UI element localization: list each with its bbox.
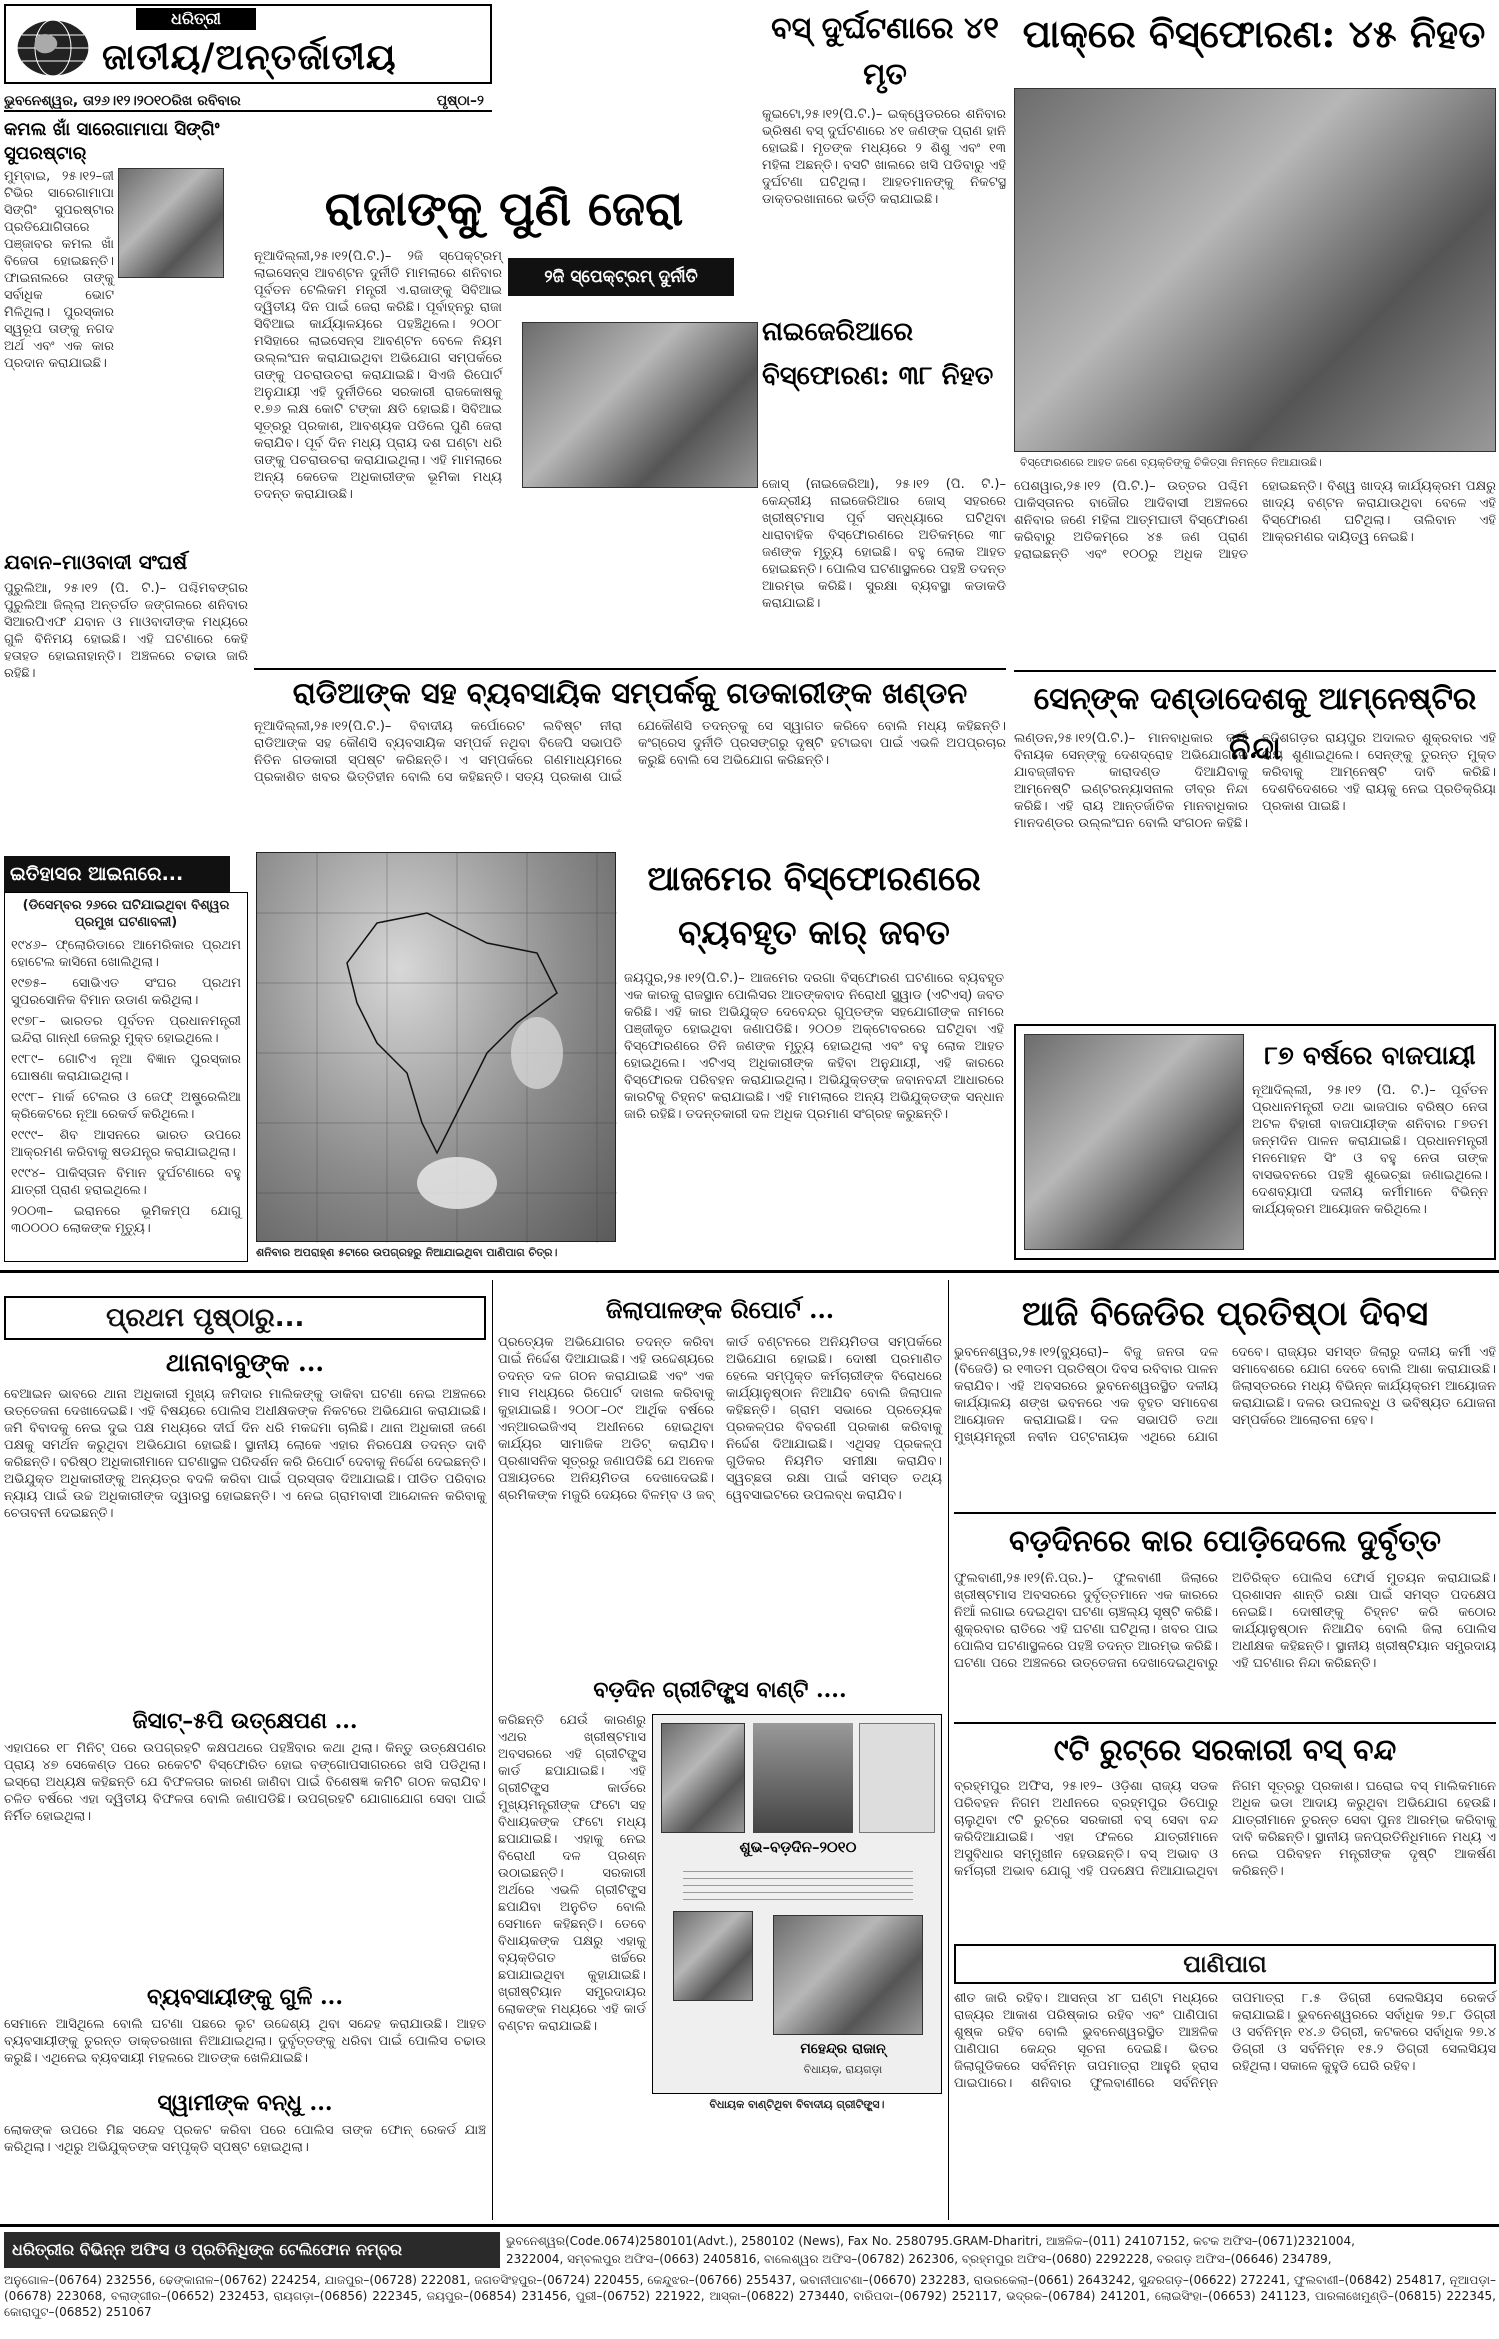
weather-body: ଶୀତ ଜାରି ରହିବ। ଆସନ୍ତା ୪୮ ଘଣ୍ଟା ମଧ୍ୟରେ ରାଜ୍ୟର ଆକାଶ ପରିଷ୍କାର ରହିବ ଏବଂ ପାଣିପାଗ ଶୁଷ୍କ ରହିବ ବୋଲି ଭୁବନେଶ୍ୱରସ୍ଥିତ ଆଞ୍ଚଳିକ ପାଣିପାଗ କେନ୍ଦ୍ର ସୂଚନା ଦେଇଛି। ଭିତର ଜିଲାଗୁଡିକରେ ସର୍ବନିମ୍ନ ତାପମାତ୍ରା ଆହୁରି ହ୍ରାସ ପାଇପାରେ। ଶନିବାର ଫୁଲବାଣୀରେ ସର୍ବନିମ୍ନ ତାପମାତ୍ରା ୮.୫ ଡିଗ୍ରୀ ସେଲସିୟସ ରେକର୍ଡ କରାଯାଇଛି। ଭୁବନେଶ୍ୱରରେ ସର୍ବାଧିକ ୨୭.୮ ଡିଗ୍ରୀ ଓ ସର୍ବନିମ୍ନ ୧୪.୬ ଡିଗ୍ରୀ, କଟକରେ ସର୍ବାଧିକ ୨୭.୪ ଡିଗ୍ରୀ ଓ ସର୍ବନିମ୍ନ ୧୫.୨ ଡିଗ୍ରୀ ସେଲସିୟସ ରହିଥିଲା। ସକାଳେ କୁହୁଡି ଘେରି ରହିବ।: [954, 1991, 1496, 2091]
weather-title: ପାଣିପାଗ: [954, 1944, 1496, 1984]
christmas-body: ଫୁଲବାଣୀ,୨୫।୧୨(ନି.ପ୍ର.)– ଫୁଲବାଣୀ ଜିଲାରେ ଖ୍ରୀଷ୍ଟମାସ ଅବସରରେ ଦୁର୍ବୃତ୍ତମାନେ ଏକ କାରରେ ନିଆଁ ଲଗାଇ ଦେଇଥିବା ଘଟଣା ଚାଞ୍ଚଲ୍ୟ ସୃଷ୍ଟି କରିଛି। ଶୁକ୍ରବାର ରାତିରେ ଏହି ଘଟଣା ଘଟିଥିଲା। ଖବର ପାଇ ପୋଲିସ ଘଟଣାସ୍ଥଳରେ ପହଞ୍ଚି ତଦନ୍ତ ଆରମ୍ଭ କରିଛି। ଘଟଣା ପରେ ଅଞ୍ଚଳରେ ଉତ୍ତେଜନା ଦେଖାଦେଇଥିବାରୁ ଅତିରିକ୍ତ ପୋଲିସ ଫୋର୍ସ ମୁତୟନ କରାଯାଇଛି। ପ୍ରଶାସନ ଶାନ୍ତି ରକ୍ଷା ପାଇଁ ସମସ୍ତ ପଦକ୍ଷେପ ନେଇଛି। ଦୋଷୀଙ୍କୁ ଚିହ୍ନଟ କରି କଠୋର କାର୍ଯ୍ୟାନୁଷ୍ଠାନ ନିଆଯିବ ବୋଲି ଜିଲା ପୋଲିସ ଅଧୀକ୍ଷକ କହିଛନ୍ତି। ସ୍ଥାନୀୟ ଖ୍ରୀଷ୍ଟିୟାନ ସମ୍ପ୍ରଦାୟ ଏହି ଘଟଣାର ନିନ୍ଦା କରିଛନ୍ତି।: [954, 1571, 1496, 1671]
collector-headline: ଜିଲାପାଳଙ୍କ ରିପୋର୍ଟ ...: [605, 1295, 835, 1324]
raja-body: ନୂଆଦିଲ୍ଲୀ,୨୫।୧୨(ପି.ଟି.)– ୨ଜି ସ୍ପେକ୍‌ଟ୍ରମ୍ ଲାଇସେନ୍ସ ଆବଣ୍ଟନ ଦୁର୍ନୀତି ମାମଲାରେ ଶନିବାର ପୂର୍ବତନ ଟେଲିକମ ମନ୍ତ୍ରୀ ଏ.ରାଜାଙ୍କୁ ସିବିଆଇ ଦ୍ୱିତୀୟ ଦିନ ପାଇଁ ଜେରା କରିଛି। ପୂର୍ବାହ୍ନରୁ ରାଜା ସିବିଆଇ କାର୍ଯ୍ୟାଳୟରେ ପହଞ୍ଚିଥିଲେ। ୨୦୦୮ ମସିହାରେ ଲାଇସେନ୍ସ ଆବଣ୍ଟନ ବେଳେ ନିୟମ ଉଲ୍ଲଂଘନ କରାଯାଇଥିବା ଅଭିଯୋଗ ସମ୍ପର୍କରେ ତାଙ୍କୁ ପଚରାଉଚରା କରାଯାଇଛି। ସିଏଜି ରିପୋର୍ଟ ଅନୁଯାୟୀ ଏହି ଦୁର୍ନୀତିରେ ସରକାରୀ ରାଜକୋଷକୁ ୧.୭୬ ଲକ୍ଷ କୋଟି ଟଙ୍କା କ୍ଷତି ହୋଇଛି। ସିବିଆଇ ସୂତ୍ରରୁ ପ୍ରକାଶ, ଆବଶ୍ୟକ ପଡିଲେ ପୁଣି ଜେରା କରାଯିବ। ପୂର୍ବ ଦିନ ମଧ୍ୟ ପ୍ରାୟ ଦଶ ଘଣ୍ଟା ଧରି ତାଙ୍କୁ ପଚରାଉଚରା କରାଯାଇଥିଲା। ଏହି ମାମଲାରେ ଅନ୍ୟ କେତେକ ଅଧିକାରୀଙ୍କ ଭୂମିକା ମଧ୍ୟ ତଦନ୍ତ କରାଯାଉଛି।: [254, 249, 502, 502]
card-church-photo: [753, 1723, 853, 1833]
card-jesus-photo: [661, 1723, 745, 1833]
raja-tag: ୨ଜି ସ୍ପେକ୍‌ଟ୍ରମ୍ ଦୁର୍ନୀତି: [508, 258, 734, 296]
globe-icon: [10, 10, 96, 80]
kamal-body: ମୁମ୍ବାଇ, ୨୫।୧୨–ଜୀ ଟିଭିର ସାରେଗାମାପା ସିଙ୍ଗିଂ ସୁପରଷ୍ଟାର ପ୍ରତିଯୋଗିତାରେ ପଞ୍ଜାବର କମଲ ଖାଁ ବିଜେତା ହୋଇଛନ୍ତି। ଫାଇନାଲରେ ତାଙ୍କୁ ସର୍ବାଧିକ ଭୋଟ ମିଳିଥିଲା। ପୁରସ୍କାର ସ୍ୱରୂପ ତାଙ୍କୁ ନଗଦ ଅର୍ଥ ଏବଂ ଏକ କାର ପ୍ରଦାନ କରାଯାଇଛି।: [4, 169, 114, 371]
christmas-headline: ବଡ଼ଦିନରେ କାର ପୋଡ଼ିଦେଲେ ଦୁର୍ବୃତ୍ତ: [1008, 1524, 1442, 1559]
card-role: ବିଧାୟକ, ରାୟଗଡ଼ା: [803, 2063, 883, 2076]
maoist-body: ପୁରୁଲିଆ, ୨୫।୧୨ (ପି. ଟି.)– ପଶ୍ଚିମବଙ୍ଗର ପୁରୁଲିଆ ଜିଲ୍ଲା ଅନ୍ତର୍ଗତ ଜଙ୍ଗଲରେ ଶନିବାର ସିଆରପିଏଫ ଯବାନ ଓ ମାଓବାଦୀଙ୍କ ମଧ୍ୟରେ ଗୁଳି ବିନିମୟ ହୋଇଛି। ଏହି ଘଟଣାରେ କେହି ହତାହତ ହୋଇନାହାନ୍ତି। ଅଞ୍ଚଳରେ ଚଢାଉ ଜାରି ରହିଛି।: [4, 581, 248, 681]
greetings-headline: ବଡ଼ଦିନ ଗ୍ରୀଟିଙ୍ଗ୍ସ ବାଣ୍ଟି ....: [593, 1677, 847, 1703]
front-sub3: ବ୍ୟବସାୟୀଙ୍କୁ ଗୁଳି ...: [146, 1984, 343, 2010]
front-sub4: ସ୍ୱାମୀଙ୍କ ବନ୍ଧୁ ...: [157, 2090, 333, 2116]
sen-headline: ସେନ୍‌ଙ୍କ ଦଣ୍ଡାଦେଶକୁ ଆମ୍‌ନେଷ୍ଟିର ନିନ୍ଦା: [1033, 681, 1477, 767]
history-item: ୨୦୦୩– ଇରାନରେ ଭୂମିକମ୍ପ ଯୋଗୁ ୩୦୦୦୦ ଲୋକଙ୍କ ମୃତ୍ୟୁ।: [11, 1204, 241, 1236]
raja-photo: [522, 322, 758, 488]
vajpayee-photo: [1024, 1034, 1244, 1250]
pak-headline: ପାକ୍‌ରେ ବିସ୍ଫୋରଣ: ୪୫ ନିହତ: [1022, 11, 1486, 56]
history-item: ୧୯୯୯– ଶିବ ଆସନରେ ଭାରତ ଉପରେ ଆକ୍ରମଣ କରିବାକୁ ଷଡଯନ୍ତ୍ର କରାଯାଇଥିଲା।: [11, 1128, 241, 1160]
footer-line1: ଭୁବନେଶ୍ୱର(Code.0674)2580101(Advt.), 2580102 (News), Fax No. 2580795.GRAM-Dharitri, ଆଞ୍ଚଳିକ–(011) 24107152, କଟକ ଅଫିସ–(0671)2321004,: [506, 2234, 1355, 2248]
bjd-headline: ଆଜି ବିଜେଡିର ପ୍ରତିଷ୍ଠା ଦିବସ: [1021, 1294, 1429, 1334]
bus-route-headline: ୯ଟି ରୁଟ୍‌ରେ ସରକାରୀ ବସ୍ ବନ୍ଦ: [1053, 1733, 1397, 1768]
front-body1: ବେଆଇନ ଭାବରେ ଥାନା ଅଧିକାରୀ ମୁଖ୍ୟ ଜମିଦାର ମାଲିକଙ୍କୁ ଡାକିବା ଘଟଣା ନେଇ ଅଞ୍ଚଳରେ ଉତ୍ତେଜନା ଦେଖାଦେଇଛି। ଏହି ବିଷୟରେ ପୋଲିସ ଅଧୀକ୍ଷକଙ୍କ ନିକଟରେ ଅଭିଯୋଗ କରାଯାଇଛି। ଜମି ବିବାଦକୁ ନେଇ ଦୁଇ ପକ୍ଷ ମଧ୍ୟରେ ଦୀର୍ଘ ଦିନ ଧରି ମକଦ୍ଦମା ଚାଲିଛି। ଥାନା ଅଧିକାରୀ ଜଣେ ପକ୍ଷକୁ ସମର୍ଥନ କରୁଥିବା ଅଭିଯୋଗ ହୋଇଛି। ସ୍ଥାନୀୟ ଲୋକେ ଏହାର ନିରପେକ୍ଷ ତଦନ୍ତ ଦାବି କରିଛନ୍ତି। ବରିଷ୍ଠ ଅଧିକାରୀମାନେ ଘଟଣାସ୍ଥଳ ପରିଦର୍ଶନ କରି ରିପୋର୍ଟ ଦେବାକୁ ନିର୍ଦ୍ଦେଶ ଦେଇଛନ୍ତି। ଅଭିଯୁକ୍ତ ଅଧିକାରୀଙ୍କୁ ଅନ୍ୟତ୍ର ବଦଳି କରିବା ପାଇଁ ପ୍ରସ୍ତାବ ଦିଆଯାଇଛି। ପୀଡିତ ପରିବାର ନ୍ୟାୟ ପାଇଁ ଉଚ୍ଚ ଅଧିକାରୀଙ୍କ ଦ୍ୱାରସ୍ଥ ହୋଇଛନ୍ତି। ଏ ନେଇ ଗ୍ରାମବାସୀ ଆନ୍ଦୋଳନ କରିବାକୁ ଚେତାବନୀ ଦେଇଛନ୍ତି।: [4, 1387, 486, 1521]
card-verse-lines: [683, 1865, 913, 1901]
history-item: ୧୯୭୮– ଭାରତର ପୂର୍ବତନ ପ୍ରଧାନମନ୍ତ୍ରୀ ଇନ୍ଦିରା ଗାନ୍ଧୀ ଜେଲରୁ ମୁକ୍ତ ହୋଇଥିଲେ।: [11, 1014, 241, 1046]
brand-logo: ଧରିତ୍ରୀ: [136, 8, 256, 30]
bjd-body: ଭୁବନେଶ୍ୱର,୨୫।୧୨(ବ୍ୟୁରୋ)– ବିଜୁ ଜନତା ଦଳ (ବିଜେଡି) ର ୧୩ତମ ପ୍ରତିଷ୍ଠା ଦିବସ ରବିବାର ପାଳନ କରାଯିବ। ଏହି ଅବସରରେ ଭୁବନେଶ୍ୱରସ୍ଥିତ ଦଳୀୟ କାର୍ଯ୍ୟାଳୟ ଶଙ୍ଖ ଭବନରେ ଏକ ବୃହତ ସମାବେଶ ଆୟୋଜନ କରାଯାଇଛି। ଦଳ ସଭାପତି ତଥା ମୁଖ୍ୟମନ୍ତ୍ରୀ ନବୀନ ପଟ୍ଟନାୟକ ଏଥିରେ ଯୋଗ ଦେବେ। ରାଜ୍ୟର ସମସ୍ତ ଜିଲାରୁ ଦଳୀୟ କର୍ମୀ ଏହି ସମାବେଶରେ ଯୋଗ ଦେବେ ବୋଲି ଆଶା କରାଯାଉଛି। ଜିଲାସ୍ତରରେ ମଧ୍ୟ ବିଭିନ୍ନ କାର୍ଯ୍ୟକ୍ରମ ଆୟୋଜନ କରାଯାଇଛି। ଦଳର ଉପଲବ୍ଧି ଓ ଭବିଷ୍ୟତ ଯୋଜନା ସମ୍ପର୍କରେ ଆଲୋଚନା ହେବ।: [954, 1345, 1496, 1445]
bus-body: କୁଇଟୋ,୨୫।୧୨(ପି.ଟି.)– ଇକ୍ୱେଡରରେ ଶନିବାର ଭ୍ରିଷଣ ବସ୍ ଦୁର୍ଘଟଣାରେ ୪୧ ଜଣଙ୍କ ପ୍ରାଣ ହାନି ହୋଇଛି। ମୃତଙ୍କ ମଧ୍ୟରେ ୨ ଶିଶୁ ଏବଂ ୧୩ ମହିଳା ଅଛନ୍ତି। ବସଟି ଖାଲରେ ଖସି ପଡିବାରୁ ଏହି ଦୁର୍ଘଟଣା ଘଟିଥିଲା। ଆହତମାନଙ୍କୁ ନିକଟସ୍ଥ ଡାକ୍ତରଖାନାରେ ଭର୍ତ୍ତି କରାଯାଇଛି।: [762, 107, 1006, 207]
page-label: ପୃଷ୍ଠା–୨: [436, 93, 484, 109]
satellite-caption: ଶନିବାର ଅପରାହ୍ଣ ୫ଟାରେ ଉପଗ୍ରହରୁ ନିଆଯାଇଥିବା ପାଣିପାଗ ଚିତ୍ର।: [256, 1246, 558, 1259]
card-name: ମହେନ୍ଦ୍ର ରାଜାନ୍: [800, 2041, 886, 2057]
front-sub1: ଥାନାବାବୁଙ୍କ ...: [165, 1348, 325, 1377]
section-title: ଜାତୀୟ/ଅନ୍ତର୍ଜାତୀୟ: [102, 36, 397, 78]
bus-headline: ବସ୍ ଦୁର୍ଘଟଣାରେ ୪୧ ମୃତ: [771, 11, 999, 92]
card-mla-photo: [773, 1915, 923, 2035]
pak-caption: ବିସ୍ଫୋରଣରେ ଆହତ ଜଣେ ବ୍ୟକ୍ତିଙ୍କୁ ଚିକିତ୍ସା ନିମନ୍ତେ ନିଆଯାଉଛି।: [1020, 456, 1322, 469]
nigeria-headline: ନାଇଜେରିଆରେ ବିସ୍ଫୋରଣ: ୩୮ ନିହତ: [762, 317, 994, 391]
maoist-headline: ଯବାନ–ମାଓବାଦୀ ସଂଘର୍ଷ: [4, 550, 188, 574]
kamal-headline: କମଲ ଖାଁ ସାରେଗାମାପା ସିଙ୍ଗିଂ ସୁପରଷ୍ଟାର୍: [4, 119, 220, 164]
kamal-photo: [118, 168, 224, 278]
footer-title: ଧରିତ୍ରୀର ବିଭିନ୍ନ ଅଫିସ ଓ ପ୍ରତିନିଧିଙ୍କ ଟେଲିଫୋନ ନମ୍ବର: [4, 2232, 500, 2268]
history-box: [4, 892, 248, 1262]
card-decoration: [859, 1723, 935, 1833]
greeting-card: [652, 1714, 942, 2094]
history-item: ୧୯୯୪– ପାକିସ୍ତାନ ବିମାନ ଦୁର୍ଘଟଣାରେ ବହୁ ଯାତ୍ରୀ ପ୍ରାଣ ହରାଇଥିଲେ।: [11, 1166, 241, 1198]
vajpayee-box: [1014, 1024, 1496, 1260]
vajpayee-headline: ୮୭ ବର୍ଷରେ ବାଜପାୟୀ: [1264, 1041, 1476, 1071]
sen-body: ଲଣ୍ଡନ,୨୫।୧୨(ପି.ଟି.)– ମାନବାଧିକାର କର୍ମୀ ବିନାୟକ ସେନ୍‌ଙ୍କୁ ଦେଶଦ୍ରୋହ ଅଭିଯୋଗରେ ଯାବଜ୍ଜୀବନ କାରାଦଣ୍ଡ ଦିଆଯିବାକୁ ଆମ୍‌ନେଷ୍ଟି ଇଣ୍ଟରନ୍ୟାସନାଲ ତୀବ୍ର ନିନ୍ଦା କରିଛି। ଏହି ରାୟ ଆନ୍ତର୍ଜାତିକ ମାନବାଧିକାର ମାନଦଣ୍ଡର ଉଲ୍ଲଂଘନ ବୋଲି ସଂଗଠନ କହିଛି। ଛତିଶଗଡ଼ର ରାୟପୁର ଅଦାଲତ ଶୁକ୍ରବାର ଏହି ରାୟ ଶୁଣାଇଥିଲେ। ସେନ୍‌ଙ୍କୁ ତୁରନ୍ତ ମୁକ୍ତ କରିବାକୁ ଆମ୍‌ନେଷ୍ଟି ଦାବି କରିଛି। ଦେଶବିଦେଶରେ ଏହି ରାୟକୁ ନେଇ ପ୍ରତିକ୍ରିୟା ପ୍ରକାଶ ପାଇଛି।: [1014, 731, 1496, 831]
card-cm-photo: [673, 1911, 753, 2001]
history-item: ୧୯୮୯– ଗୋଟିଏ ନୂଆ ବିଜ୍ଞାନ ପୁରସ୍କାର ଘୋଷଣା କରାଯାଇଥିଲା।: [11, 1052, 241, 1084]
greetings-body: କରିଛନ୍ତି ଯେଉଁ କାରଣରୁ ଏଥର ଖ୍ରୀଷ୍ଟମାସ ଅବସରରେ ଏହି ଗ୍ରୀଟିଙ୍ଗ୍ସ କାର୍ଡ ଛପାଯାଇଛି। ଏହି ଗ୍ରୀଟିଙ୍ଗ୍ସ କାର୍ଡରେ ମୁଖ୍ୟମନ୍ତ୍ରୀଙ୍କ ଫଟୋ ସହ ବିଧାୟକଙ୍କ ଫଟୋ ମଧ୍ୟ ଛପାଯାଇଛି। ଏହାକୁ ନେଇ ବିରୋଧୀ ଦଳ ପ୍ରଶ୍ନ ଉଠାଇଛନ୍ତି। ସରକାରୀ ଅର୍ଥରେ ଏଭଳି ଗ୍ରୀଟିଙ୍ଗ୍ସ ଛପାଯିବା ଅନୁଚିତ ବୋଲି ସେମାନେ କହିଛନ୍ତି। ତେବେ ବିଧାୟକଙ୍କ ପକ୍ଷରୁ ଏହାକୁ ବ୍ୟକ୍ତିଗତ ଖର୍ଚ୍ଚରେ ଛପାଯାଇଥିବା କୁହାଯାଇଛି। ଖ୍ରୀଷ୍ଟିୟାନ ସମ୍ପ୍ରଦାୟର ଲୋକଙ୍କ ମଧ୍ୟରେ ଏହି କାର୍ଡ ବଣ୍ଟନ କରାଯାଇଛି।: [498, 1713, 646, 2034]
footer-line2: 2322004, ସମ୍ବଲପୁର ଅଫିସ–(0663) 2405816, ବାଲେଶ୍ୱର ଅଫିସ–(06782) 262306, ବ୍ରହ୍ମପୁର ଅଫିସ–(0680) 2292228, ବରଗଡ଼ ଅଫିସ–(06646) 234789,: [506, 2252, 1332, 2266]
history-item: ୧୯୯୮– ମାର୍କ ଟେଲର ଓ ଜେଫ୍ ଅଷ୍ଟ୍ରେଲିଆ କ୍ରିକେଟରେ ନୂଆ ରେକର୍ଡ କରିଥିଲେ।: [11, 1090, 241, 1122]
raja-headline: ରାଜାଙ୍କୁ ପୁଣି ଜେରା: [324, 181, 684, 237]
masthead-box: [4, 4, 492, 84]
satellite-image: [256, 852, 616, 1242]
raja-body-cont: [508, 494, 758, 662]
history-item: ୧୯୭୫– ସୋଭିଏତ ସଂଘର ପ୍ରଥମ ସୁପରସୋନିକ ବିମାନ ଉଡାଣ କରିଥିଲା।: [11, 976, 241, 1008]
pak-blast-photo: [1014, 88, 1496, 452]
ajmer-body: ଜୟପୁର,୨୫।୧୨(ପି.ଟି.)– ଆଜମେର ଦରଗା ବିସ୍ଫୋରଣ ଘଟଣାରେ ବ୍ୟବହୃତ ଏକ କାରକୁ ରାଜସ୍ଥାନ ପୋଲିସର ଆତଙ୍କବାଦ ନିରୋଧୀ ସ୍କ୍ୱାଡ (ଏଟିଏସ୍) ଜବତ କରିଛି। ଏହି କାର ଅଭିଯୁକ୍ତ ଦେବେନ୍ଦ୍ର ଗୁପ୍ତଙ୍କ ସହଯୋଗୀଙ୍କ ନାମରେ ପଞ୍ଜୀକୃତ ହୋଇଥିବା ଜଣାପଡିଛି। ୨୦୦୭ ଅକ୍ଟୋବରରେ ଘଟିଥିବା ଏହି ବିସ୍ଫୋରଣରେ ତିନି ଜଣଙ୍କ ମୃତ୍ୟୁ ହୋଇଥିଲା ଏବଂ ବହୁ ଲୋକ ଆହତ ହୋଇଥିଲେ। ଏଟିଏସ୍ ଅଧିକାରୀଙ୍କ କହିବା ଅନୁଯାୟୀ, ଏହି କାରରେ ବିସ୍ଫୋରକ ପରିବହନ କରାଯାଇଥିଲା। ଅଭିଯୁକ୍ତଙ୍କ ଜବାନବନ୍ଦୀ ଆଧାରରେ କାରଟିକୁ ଚିହ୍ନଟ କରାଯାଇଛି। ଏହି ମାମଲାରେ ଅନ୍ୟ ଅଭିଯୁକ୍ତଙ୍କ ସନ୍ଧାନ ଜାରି ରହିଛି। ତଦନ୍ତକାରୀ ଦଳ ଅଧିକ ପ୍ରମାଣ ସଂଗ୍ରହ କରୁଛନ୍ତି।: [624, 971, 1004, 1122]
front-sub2: ଜିସାଟ୍–୫ପି ଉତ୍କ୍ଷେପଣ ...: [132, 1708, 358, 1734]
history-item: ୧୯୪୬– ଫ୍ଲୋରିଡାରେ ଆମେରିକାର ପ୍ରଥମ ହୋଟେଲ କାସିନୋ ଖୋଲିଥିଲା।: [11, 938, 241, 970]
card-title: ଶୁଭ–ବଡ଼ଦିନ–୨୦୧୦: [739, 1838, 857, 1856]
greetings-caption: ବିଧାୟକ ବାଣ୍ଟିଥିବା ବିବାଦୀୟ ଗ୍ରୀଟିଙ୍ଗ୍ସ।: [709, 2098, 885, 2111]
footer-line3: ଅନୁଗୋଳ–(06764) 232556, ଢେଙ୍କାନାଳ–(06762) 224254, ଯାଜପୁର–(06728) 222081, ଜଗତସିଂହପୁର–(06724) 220455, କେନ୍ଦୁଝର–(06766) 255437, ଭବାନୀପାଟଣା–(06670) 232283, ରାଉରକେଲା–(0661) 2643242, ସୁନ୍ଦରଗଡ଼–(06622) 272241, ଫୁଲବାଣୀ–(06842) 254817, ନୂଆପଡ଼ା–(06678) 223068, ବଲାଙ୍ଗୀର–(06652) 232453, ରାୟଗଡ଼ା–(06856) 222345, ଜୟପୁର–(06854) 231456, ପୁରୀ–(06752) 221922, ଆସ୍କା–(06822) 273440, ବାରିପଦା–(06792) 252117, ଭଦ୍ରକ–(06784) 241201, ଲୋଇସିଂହା–(06653) 241123, ପାରଳାଖେମୁଣ୍ଡି–(06815) 222345, କୋରାପୁଟ–(06852) 251067: [4, 2273, 1496, 2319]
front-page-title: ପ୍ରଥମ ପୃଷ୍ଠାରୁ...: [4, 1296, 486, 1340]
pak-body: ପେଶୱାର,୨୫।୧୨ (ପି.ଟି.)– ଉତ୍ତର ପଶ୍ଚିମ ପାକିସ୍ତାନର ବାଜୌର ଆଦିବାସୀ ଅଞ୍ଚଳରେ ଶନିବାର ଜଣେ ମହିଳା ଆତ୍ମଘାତୀ ବିସ୍ଫୋରଣ କରିବାରୁ ଅତିକମ୍‌ରେ ୪୫ ଜଣ ପ୍ରାଣ ହରାଇଛନ୍ତି ଏବଂ ୧୦୦ରୁ ଅଧିକ ଆହତ ହୋଇଛନ୍ତି। ବିଶ୍ୱ ଖାଦ୍ୟ କାର୍ଯ୍ୟକ୍ରମ ପକ୍ଷରୁ ଖାଦ୍ୟ ବଣ୍ଟନ କରାଯାଉଥିବା ବେଳେ ଏହି ବିସ୍ଫୋରଣ ଘଟିଥିଲା। ତାଲିବାନ ଏହି ଆକ୍ରମଣର ଦାୟିତ୍ୱ ନେଇଛି।: [1014, 479, 1496, 562]
ajmer-headline: ଆଜମେର ବିସ୍ଫୋରଣରେ ବ୍ୟବହୃତ କାର୍ ଜବତ: [647, 859, 981, 953]
bus-route-body: ବ୍ରହ୍ମପୁର ଅଫିସ, ୨୫।୧୨– ଓଡ଼ିଶା ରାଜ୍ୟ ସଡକ ପରିବହନ ନିଗମ ଅଧୀନରେ ବ୍ରହ୍ମପୁର ଡିପୋରୁ ଚାଲୁଥିବା ୯ଟି ରୁଟ୍‌ରେ ସରକାରୀ ବସ୍ ସେବା ବନ୍ଦ କରିଦିଆଯାଇଛି। ଏହା ଫଳରେ ଯାତ୍ରୀମାନେ ଅସୁବିଧାର ସମ୍ମୁଖୀନ ହେଉଛନ୍ତି। ବସ୍ ଅଭାବ ଓ କର୍ମଚାରୀ ଅଭାବ ଯୋଗୁ ଏହି ପଦକ୍ଷେପ ନିଆଯାଇଥିବା ନିଗମ ସୂତ୍ରରୁ ପ୍ରକାଶ। ଘରୋଇ ବସ୍ ମାଲିକମାନେ ଅଧିକ ଭଡା ଆଦାୟ କରୁଥିବା ଅଭିଯୋଗ ହେଉଛି। ଯାତ୍ରୀମାନେ ତୁରନ୍ତ ସେବା ପୁନଃ ଆରମ୍ଭ କରିବାକୁ ଦାବି କରିଛନ୍ତି। ସ୍ଥାନୀୟ ଜନପ୍ରତିନିଧିମାନେ ମଧ୍ୟ ଏ ନେଇ ପରିବହନ ମନ୍ତ୍ରୀଙ୍କ ଦୃଷ୍ଟି ଆକର୍ଷଣ କରିଛନ୍ତି।: [954, 1779, 1496, 1879]
front-body3: ସେମାନେ ଆସିଥିଲେ ବୋଲି ଘଟଣା ପଛରେ ଲୁଟ ଉଦ୍ଦେଶ୍ୟ ଥିବା ସନ୍ଦେହ କରାଯାଉଛି। ଆହତ ବ୍ୟବସାୟୀଙ୍କୁ ତୁରନ୍ତ ଡାକ୍ତରଖାନା ନିଆଯାଇଥିଲା। ଦୁର୍ବୃତ୍ତଙ୍କୁ ଧରିବା ପାଇଁ ପୋଲିସ ଚଢାଉ କରୁଛି। ଏଥିନେଇ ବ୍ୟବସାୟୀ ମହଲରେ ଆତଙ୍କ ଖେଳିଯାଇଛି।: [4, 2017, 486, 2066]
vajpayee-body: ନୂଆଦିଲ୍ଲୀ, ୨୫।୧୨ (ପି. ଟି.)– ପୂର୍ବତନ ପ୍ରଧାନମନ୍ତ୍ରୀ ତଥା ଭାଜପାର ବରିଷ୍ଠ ନେତା ଅଟଳ ବିହାରୀ ବାଜପାୟୀଙ୍କ ଶନିବାର ୮୭ତମ ଜନ୍ମଦିନ ପାଳନ କରାଯାଇଛି। ପ୍ରଧାନମନ୍ତ୍ରୀ ମନମୋହନ ସିଂ ଓ ବହୁ ନେତା ତାଙ୍କ ବାସଭବନରେ ପହଞ୍ଚି ଶୁଭେଚ୍ଛା ଜଣାଇଥିଲେ। ଦେଶବ୍ୟାପୀ ଦଳୀୟ କର୍ମୀମାନେ ବିଭିନ୍ନ କାର୍ଯ୍ୟକ୍ରମ ଆୟୋଜନ କରିଥିଲେ।: [1252, 1083, 1488, 1217]
collector-body: ପ୍ରତ୍ୟେକ ଅଭିଯୋଗର ତଦନ୍ତ କରିବା ପାଇଁ ନିର୍ଦ୍ଦେଶ ଦିଆଯାଇଛି। ଏହି ଉଦ୍ଦେଶ୍ୟରେ ତଦନ୍ତ ଦଳ ଗଠନ କରାଯାଇଛି ଏବଂ ଏକ ମାସ ମଧ୍ୟରେ ରିପୋର୍ଟ ଦାଖଲ କରିବାକୁ କୁହାଯାଇଛି। ୨୦୦୮–୦୯ ଆର୍ଥିକ ବର୍ଷରେ ଏନ୍‌ଆରଇଜିଏସ୍ ଅଧୀନରେ ହୋଇଥିବା କାର୍ଯ୍ୟର ସାମାଜିକ ଅଡିଟ୍ କରାଯିବ। ପ୍ରଶାସନିକ ସୂତ୍ରରୁ ଜଣାପଡିଛି ଯେ ଅନେକ ପଞ୍ଚାୟତରେ ଅନିୟମିତତା ଦେଖାଦେଇଛି। ଶ୍ରମିକଙ୍କ ମଜୁରି ଦେୟରେ ବିଳମ୍ବ ଓ ଜବ୍ କାର୍ଡ ବଣ୍ଟନରେ ଅନିୟମିତତା ସମ୍ପର୍କରେ ଅଭିଯୋଗ ହୋଇଛି। ଦୋଷୀ ପ୍ରମାଣିତ ହେଲେ ସମ୍ପୃକ୍ତ କର୍ମଚାରୀଙ୍କ ବିରୋଧରେ କାର୍ଯ୍ୟାନୁଷ୍ଠାନ ନିଆଯିବ ବୋଲି ଜିଲାପାଳ କହିଛନ୍ତି। ଗ୍ରାମ ସଭାରେ ପ୍ରତ୍ୟେକ ପ୍ରକଳ୍ପର ବିବରଣୀ ପ୍ରକାଶ କରିବାକୁ ନିର୍ଦ୍ଦେଶ ଦିଆଯାଇଛି। ଏଥିସହ ପ୍ରକଳ୍ପ ଗୁଡିକର ନିୟମିତ ସମୀକ୍ଷା କରାଯିବ। ସ୍ୱଚ୍ଛତା ରକ୍ଷା ପାଇଁ ସମସ୍ତ ତଥ୍ୟ ୱେବସାଇଟରେ ଉପଲବ୍ଧ କରାଯିବ।: [498, 1335, 942, 1503]
front-body4: ଲୋକଙ୍କ ଉପରେ ମିଛ ସନ୍ଦେହ ପ୍ରକଟ କରିବା ପରେ ପୋଲିସ ତାଙ୍କ ଫୋନ୍ ରେକର୍ଡ ଯାଞ୍ଚ କରିଥିଲା। ଏଥିରୁ ଅଭିଯୁକ୍ତଙ୍କ ସମ୍ପୃକ୍ତି ସ୍ପଷ୍ଟ ହୋଇଥିଲା।: [4, 2123, 486, 2155]
nigeria-body: ଜୋସ୍ (ନାଇଜେରିଆ), ୨୫।୧୨ (ପି. ଟି.)– କେନ୍ଦ୍ରୀୟ ନାଇଜେରିଆର ଜୋସ୍ ସହରରେ ଖ୍ରୀଷ୍ଟମାସ ପୂର୍ବ ସନ୍ଧ୍ୟାରେ ଘଟିଥିବା ଧାରାବାହିକ ବିସ୍ଫୋରଣରେ ଅତିକମ୍‌ରେ ୩୮ ଜଣଙ୍କ ମୃତ୍ୟୁ ହୋଇଛି। ବହୁ ଲୋକ ଆହତ ହୋଇଛନ୍ତି। ପୋଲିସ ଘଟଣାସ୍ଥଳରେ ପହଞ୍ଚି ତଦନ୍ତ ଆରମ୍ଭ କରିଛି। ସୁରକ୍ଷା ବ୍ୟବସ୍ଥା କଡାକଡି କରାଯାଇଛି।: [762, 477, 1006, 611]
dateline-bar: [4, 90, 492, 112]
dateline: ଭୁବନେଶ୍ୱର, ତା୨୬।୧୨।୨୦୧୦ରିଖ ରବିବାର: [4, 93, 241, 109]
front-body2: ଏହାପରେ ୧୮ ମିନିଟ୍ ପରେ ଉପଗ୍ରହଟି କକ୍ଷପଥରେ ପହଞ୍ଚିବାର କଥା ଥିଲା। କିନ୍ତୁ ଉତ୍କ୍ଷେପଣର ପ୍ରାୟ ୪୭ ସେକେଣ୍ଡ ପରେ ରକେଟଟି ବିସ୍ଫୋରିତ ହୋଇ ବଙ୍ଗୋପସାଗରରେ ଖସି ପଡିଥିଲା। ଇସ୍ରୋ ଅଧ୍ୟକ୍ଷ କହିଛନ୍ତି ଯେ ବିଫଳତାର କାରଣ ଜାଣିବା ପାଇଁ ବିଶେଷଜ୍ଞ କମିଟି ଗଠନ କରାଯିବ। ଚଳିତ ବର୍ଷରେ ଏହା ଦ୍ୱିତୀୟ ବିଫଳତା ବୋଲି ଜଣାପଡିଛି। ଉପଗ୍ରହଟି ଯୋଗାଯୋଗ ସେବା ପାଇଁ ନିର୍ମିତ ହୋଇଥିଲା।: [4, 1741, 486, 1824]
satellite-map-outline: [257, 853, 617, 1243]
history-subtitle: (ଡିସେମ୍ବର ୨୬ରେ ଘଟିଯାଇଥିବା ବିଶ୍ୱର ପ୍ରମୁଖ ଘଟଣାବଳୀ): [22, 898, 230, 930]
gadkari-headline: ରାଡିଆଙ୍କ ସହ ବ୍ୟବସାୟିକ ସମ୍ପର୍କକୁ ଗଡକାରୀଙ୍କ ଖଣ୍ଡନ: [292, 676, 968, 710]
gadkari-body: ନୂଆଦିଲ୍ଲୀ,୨୫।୧୨(ପି.ଟି.)– ବିବାଦୀୟ କର୍ପୋରେଟ ଲବିଷ୍ଟ ନୀରା ରାଡିଆଙ୍କ ସହ କୌଣସି ବ୍ୟବସାୟିକ ସମ୍ପର୍କ ନଥିବା ବିଜେପି ସଭାପତି ନିତିନ ଗଡକାରୀ ସ୍ପଷ୍ଟ କରିଛନ୍ତି। ଏ ସମ୍ପର୍କରେ ଗଣମାଧ୍ୟମରେ ପ୍ରକାଶିତ ଖବର ଭିତ୍ତିହୀନ ବୋଲି ସେ କହିଛନ୍ତି। ସତ୍ୟ ପ୍ରକାଶ ପାଇଁ ଯେକୌଣସି ତଦନ୍ତକୁ ସେ ସ୍ୱାଗତ କରିବେ ବୋଲି ମଧ୍ୟ କହିଛନ୍ତି। କଂଗ୍ରେସ ଦୁର୍ନୀତି ପ୍ରସଙ୍ଗରୁ ଦୃଷ୍ଟି ହଟାଇବା ପାଇଁ ଏଭଳି ଅପପ୍ରଚାର କରୁଛି ବୋଲି ସେ ଅଭିଯୋଗ କରିଛନ୍ତି।: [254, 719, 1006, 785]
history-title: ଇତିହାସର ଆଇନାରେ...: [4, 856, 230, 892]
